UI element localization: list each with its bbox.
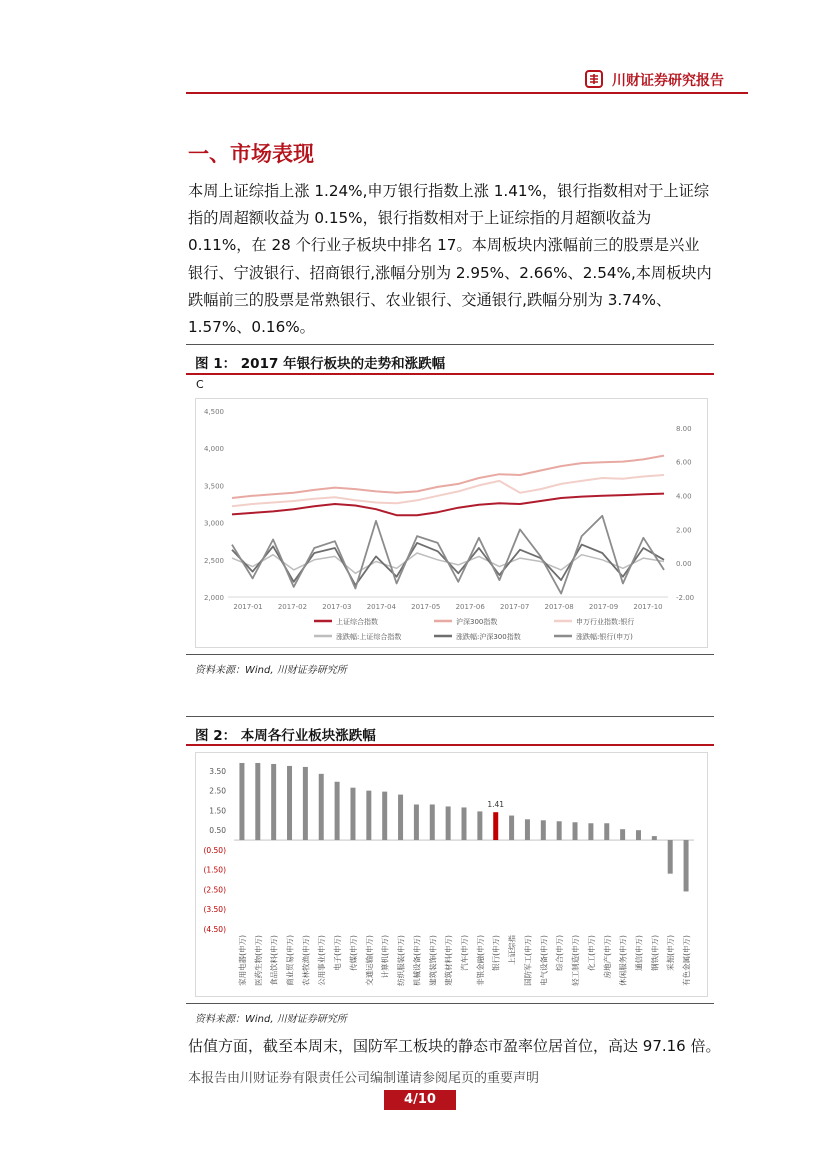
bar-3 — [287, 766, 292, 840]
figure1-chart-frame — [195, 398, 708, 648]
category-label: 汽车(申万) — [460, 935, 469, 971]
figure1-bottom-border — [186, 654, 714, 655]
series-line-5 — [232, 516, 664, 594]
y-tick-label: (2.50) — [203, 885, 226, 895]
brand-name: 川财证券研究报告 — [612, 73, 724, 89]
bar-28 — [684, 840, 689, 891]
bar-10 — [398, 795, 403, 840]
paragraph-line: 指的周超额收益为 0.15%，银行指数相对于上证综指的月超额收益为 — [188, 209, 652, 228]
category-label: 建筑材料(申万) — [444, 935, 454, 986]
header-divider — [186, 92, 748, 94]
category-label: 医药生物(申万) — [253, 935, 263, 986]
footer-disclaimer: 本报告由川财证券有限责任公司编制谨请参阅尾页的重要声明 — [188, 1071, 540, 1086]
category-label: 采掘(申万) — [666, 935, 676, 971]
category-label: 银行(申万) — [491, 935, 501, 971]
category-label: 公用事业(申万) — [317, 935, 327, 986]
legend-label-2: 申万行业指数:银行 — [576, 618, 635, 626]
category-label: 商业贸易(申万) — [285, 935, 295, 986]
bar-6 — [335, 782, 340, 840]
bar-0 — [239, 763, 244, 840]
series-line-1 — [232, 456, 664, 498]
figure1-title-rule — [186, 373, 714, 375]
bar-17 — [509, 816, 514, 841]
bar-25 — [636, 830, 641, 840]
x-tick-label: 2017-05 — [411, 603, 441, 611]
market-performance-paragraph — [188, 178, 758, 341]
category-label: 食品饮料(申万) — [269, 935, 279, 986]
bar-13 — [446, 806, 451, 840]
x-tick-label: 2017-01 — [233, 603, 263, 611]
category-label: 轻工制造(申万) — [571, 935, 581, 986]
x-tick-label: 2017-06 — [455, 603, 485, 611]
category-label: 计算机(申万) — [380, 935, 390, 979]
y-right-tick-label: 2.00 — [676, 526, 692, 535]
figure2-source: 资料来源：Wind, 川财证券研究所 — [195, 1014, 347, 1025]
y-left-tick-label: 4,000 — [203, 445, 224, 454]
figure2-top-border — [186, 716, 714, 717]
y-tick-label: (1.50) — [203, 865, 226, 875]
bar-27 — [668, 840, 673, 874]
y-tick-label: 0.50 — [209, 826, 226, 836]
figure1-source: 资料来源：Wind, 川财证券研究所 — [195, 665, 347, 676]
bar-5 — [319, 774, 324, 840]
category-label: 化工(申万) — [586, 935, 596, 971]
category-label: 机械设备(申万) — [412, 935, 422, 986]
figure2-chart-frame — [195, 752, 708, 997]
paragraph-line: 本周上证综指上涨 1.24%,申万银行指数上涨 1.41%，银行指数相对于上证综 — [188, 182, 710, 200]
paragraph-line: 银行、宁波银行、招商银行,涨幅分别为 2.95%、2.66%、2.54%,本周板块内 — [188, 263, 712, 282]
category-label: 房地产(申万) — [602, 935, 612, 979]
figure2-bottom-border — [186, 1003, 714, 1004]
category-label: 有色金属(申万) — [682, 935, 692, 986]
x-tick-label: 2017-04 — [366, 603, 396, 611]
bar-18 — [525, 819, 530, 840]
figure1-title: 图 1： 2017 年银行板块的走势和涨跌幅 — [195, 356, 446, 372]
paragraph-line: 0.11%，在 28 个行业子板块中排名 17。本周板块内涨幅前三的股票是兴业 — [188, 236, 700, 255]
category-label: 传媒(申万) — [348, 935, 358, 971]
y-tick-label: 3.50 — [209, 766, 226, 776]
x-tick-label: 2017-09 — [588, 603, 619, 611]
category-label: 家用电器(申万) — [237, 935, 247, 986]
y-tick-label: (0.50) — [203, 845, 226, 855]
bar-2 — [271, 764, 276, 840]
figure2-bar-chart — [196, 753, 709, 998]
category-label: 建筑装饰(申万) — [428, 935, 438, 986]
section-title: 一、市场表现 — [188, 141, 314, 166]
legend-label-0: 上证综合指数 — [336, 618, 378, 626]
x-tick-label: 2017-08 — [544, 603, 574, 611]
category-label: 农林牧渔(申万) — [301, 935, 311, 986]
bar-19 — [541, 820, 546, 840]
y-tick-label: 1.50 — [209, 806, 226, 816]
y-right-tick-label: 6.00 — [676, 458, 692, 467]
y-left-tick-label: 3,500 — [203, 482, 224, 491]
category-label: 电子(申万) — [333, 935, 343, 971]
figure1-stray-label: C — [196, 378, 204, 391]
bar-26 — [652, 836, 657, 840]
bar-9 — [382, 792, 387, 840]
y-tick-label: 2.50 — [209, 786, 226, 796]
category-label: 上证综指 — [507, 935, 517, 965]
bar-12 — [430, 804, 435, 840]
paragraph-line: 1.57%、0.16%。 — [188, 318, 315, 337]
category-label: 钢铁(申万) — [650, 935, 660, 971]
y-right-tick-label: -2.00 — [676, 594, 695, 602]
y-left-tick-label: 2,500 — [203, 556, 224, 565]
y-tick-label: (4.50) — [203, 925, 226, 934]
brand-logo-icon — [585, 70, 603, 88]
page-number: 4/10 — [384, 1090, 456, 1110]
paragraph-line: 跌幅前三的股票是常熟银行、农业银行、交通银行,跌幅分别为 3.74%、 — [188, 290, 672, 309]
y-right-tick-label: 0.00 — [676, 560, 692, 569]
series-line-0 — [232, 494, 664, 516]
y-left-tick-label: 4,500 — [203, 408, 224, 416]
bar-21 — [573, 822, 578, 840]
category-label: 交通运输(申万) — [364, 935, 374, 986]
legend-label-3: 涨跌幅:上证综合指数 — [336, 633, 402, 641]
bar-1 — [255, 763, 260, 840]
x-tick-label: 2017-07 — [500, 603, 530, 611]
x-tick-label: 2017-10 — [633, 603, 663, 611]
category-label: 纺织服装(申万) — [396, 935, 406, 986]
category-label: 综合(申万) — [555, 935, 565, 971]
category-label: 休闲服务(申万) — [618, 935, 628, 986]
y-right-tick-label: 8.00 — [676, 424, 692, 433]
x-tick-label: 2017-02 — [277, 603, 308, 611]
figure2-title-rule — [186, 744, 714, 746]
y-right-tick-label: 4.00 — [676, 492, 692, 501]
bar-23 — [604, 823, 609, 840]
valuation-sentence: 估值方面，截至本周末，国防军工板块的静态市盈率位居首位，高达 97.16 倍。 — [188, 1037, 721, 1055]
bar-4 — [303, 767, 308, 840]
figure2-title: 图 2： 本周各行业板块涨跌幅 — [195, 728, 376, 744]
bar-22 — [588, 823, 593, 840]
legend-label-5: 涨跌幅:银行(申万) — [576, 633, 633, 641]
category-label: 非银金融(申万) — [475, 935, 485, 986]
y-left-tick-label: 3,000 — [203, 519, 224, 528]
bar-20 — [557, 821, 562, 840]
y-tick-label: (3.50) — [203, 905, 226, 915]
bar-24 — [620, 829, 625, 840]
figure1-top-border — [186, 344, 714, 345]
bar-16 — [493, 812, 498, 840]
category-label: 通信(申万) — [634, 935, 644, 971]
x-tick-label: 2017-03 — [322, 603, 352, 611]
series-line-2 — [232, 475, 664, 506]
legend-label-1: 沪深300指数 — [456, 618, 498, 626]
bar-11 — [414, 804, 419, 840]
data-label: 1.41 — [487, 800, 505, 810]
figure1-line-chart — [196, 399, 709, 649]
bar-14 — [462, 807, 467, 840]
bar-8 — [366, 791, 371, 840]
bar-7 — [350, 788, 355, 840]
bar-15 — [477, 811, 482, 840]
category-label: 电气设备(申万) — [539, 935, 549, 986]
category-label: 国防军工(申万) — [523, 935, 533, 986]
legend-label-4: 涨跌幅:沪深300指数 — [456, 633, 521, 641]
y-left-tick-label: 2,000 — [203, 594, 224, 602]
